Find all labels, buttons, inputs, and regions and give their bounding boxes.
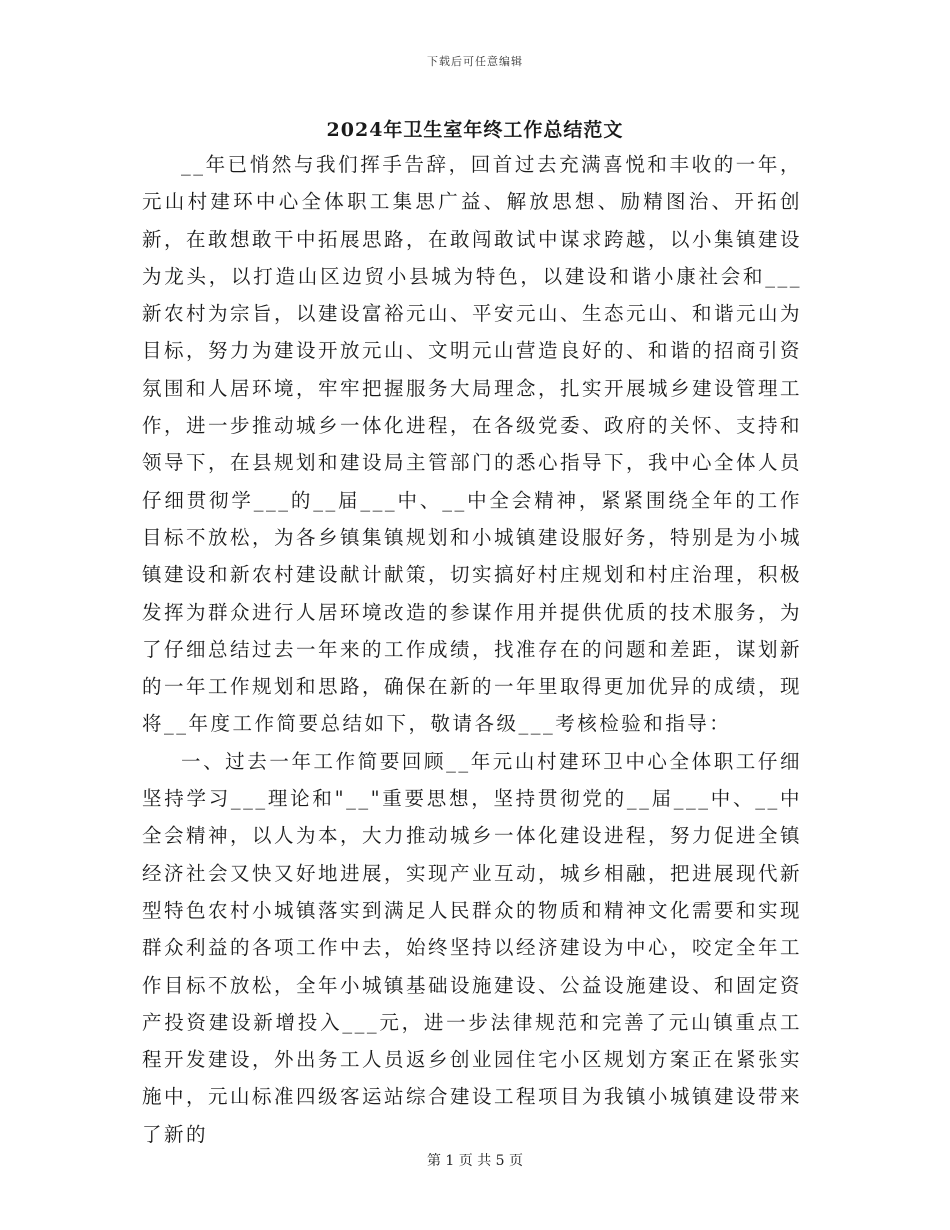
header-note: 下载后可任意编辑 [427, 55, 523, 68]
paragraph-review: 一、过去一年工作简要回顾__年元山村建环卫中心全体职工仔细坚持学习___理论和"__"重要思想，坚持贯彻党的__届___中、__中全会精神，以人为本，大力推动城乡一体化建设进程，努力促进全镇经济社会又快又好地进展，实现产业互动，城乡相融，把进展现代新型特色农村小城镇落实到满足人民群众的物质和精神文化需要和实现群众利益的各项工作中去，始终坚持以经济建设为中心，咬定全年工作目标不放松，全年小城镇基础设施建设、公益设施建设、和固定资产投资建设新增投入___元，进一步法律规范和完善了元山镇重点工程开发建设，外出务工人员返乡创业园住宅小区规划方案正在紧张实施中，元山标准四级客运站综合建设工程项目为我镇小城镇建设带来了新的 [142, 749, 803, 1146]
page-number: 第 1 页 共 5 页 [426, 1153, 524, 1169]
document-title: 2024年卫生室年终工作总结范文 [326, 119, 624, 141]
document-body [142, 146, 802, 1153]
paragraph-intro: __年已悄然与我们挥手告辞，回首过去充满喜悦和丰收的一年，元山村建环中心全体职工集思广益、解放思想、励精图治、开拓创新，在敢想敢干中拓展思路，在敢闯敢试中谋求跨越，以小集镇建设为龙头，以打造山区边贸小县城为特色，以建设和谐小康社会和___新农村为宗旨，以建设富裕元山、平安元山、生态元山、和谐元山为目标，努力为建设开放元山、文明元山营造良好的、和谐的招商引资氛围和人居环境，牢牢把握服务大局理念，扎实开展城乡建设管理工作，进一步推动城乡一体化进程，在各级党委、政府的关怀、支持和领导下，在县规划和建设局主管部门的悉心指导下，我中心全体人员仔细贯彻学___的__届___中、__中全会精神，紧紧围绕全年的工作目标不放松，为各乡镇集镇规划和小城镇建设服好务，特别是为小城镇建设和新农村建设献计献策，切实搞好村庄规划和村庄治理，积极发挥为群众进行人居环境改造的参谋作用并提供优质的技术服务，为了仔细总结过去一年来的工作成绩，找准存在的问题和差距，谋划新的一年工作规划和思路，确保在新的一年里取得更加优异的成绩，现将__年度工作简要总结如下，敬请各级___考核检验和指导： [142, 153, 803, 736]
